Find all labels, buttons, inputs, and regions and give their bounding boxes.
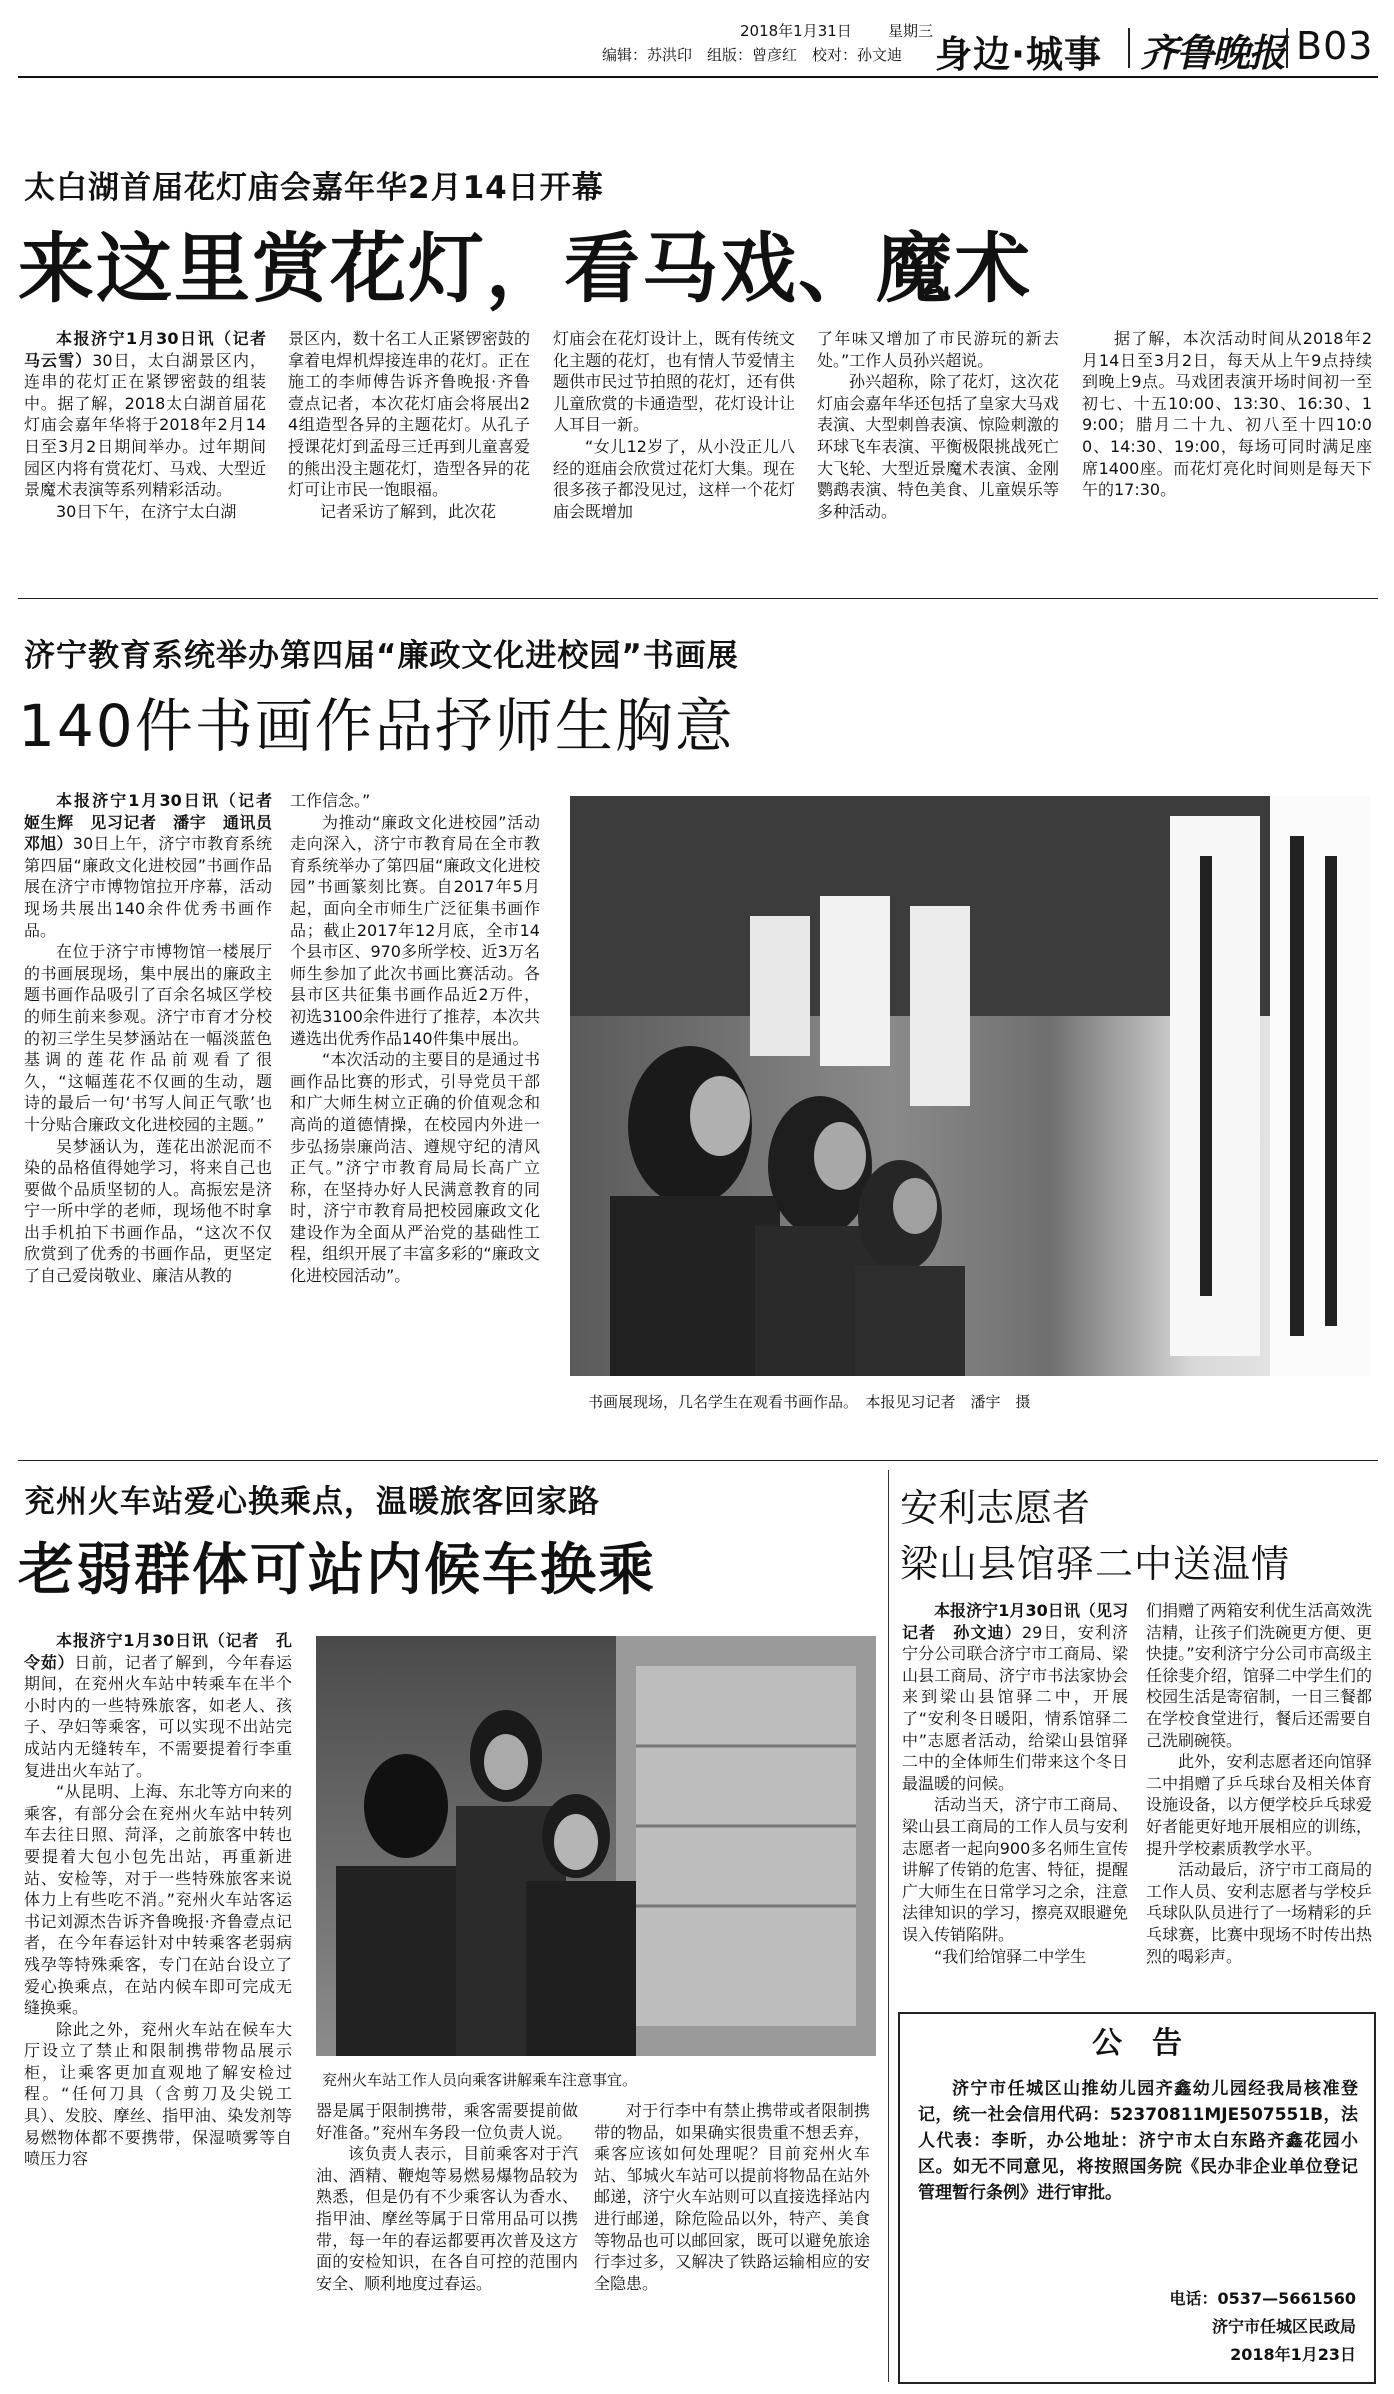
article1-text-2: 景区内，数十名工人正紧锣密鼓的拿着电焊机焊接连串的花灯。正在施工的李师傅告诉齐鲁晚报·齐鲁壹点记者，本次花灯庙会将展出24组造型各异的主题花灯。从孔子授课花灯到孟母三迁再到儿童喜爱的熊出没主题花灯，造型各异的花灯可让市民一饱眼福。 <box>288 329 530 500</box>
article1-byline: 本报济宁1月30日讯（记者 马云雪） <box>24 329 283 370</box>
article3-column-3 <box>594 2100 870 2386</box>
header-editors: 编辑：苏洪印 组版：曾彦红 校对：孙文迪 <box>602 46 903 64</box>
article1-text-4b: 孙兴超称，除了花灯，这次花灯庙会嘉年华还包括了皇家大马戏表演、大型刺兽表演、惊险刺激的环球飞车表演、平衡极限挑战死亡大飞轮、大型近景魔术表演、金刚鹦鹉表演、特色美食、儿童娱乐等多种活动。 <box>817 372 1059 521</box>
article4-text-2b: 此外，安利志愿者还向馆驿二中捐赠了乒乓球台及相关体育设施设备，以方便学校乒乓球爱好者能更好地开展相应的训练，提升学校素质教学水平。 <box>1146 1752 1372 1858</box>
article4-text-1: 29日，安利济宁分公司联合济宁市工商局、梁山县工商局、济宁市书法家协会来到梁山县馆驿二中，开展了“安利冬日暖阳，情系馆驿二中”志愿者活动，给梁山县馆驿二中的全体师生们带来这个冬日最温暖的问候。 <box>902 1622 1128 1793</box>
article3-title: 老弱群体可站内候车换乘 <box>18 1538 656 1603</box>
article2-text-2b: 为推动“廉政文化进校园”活动走向深入，济宁市教育局在全市教育系统举办了第四届“廉政文化进校园”书画篆刻比赛。自2017年5月起，面向全市师生广泛征集书画作品；截止2017年12月底，全市14个县市区、970多所学校、近3万名师生参加了此次书画比赛活动。各县市区共征集书画作品近2万件，初选3100余件进行了推荐，本次共遴选出优秀作品140件集中展出。 <box>290 812 540 1048</box>
article3-byline: 本报济宁1月30日讯（记者 孔令茹） <box>24 1631 292 1672</box>
article3-column-2 <box>316 2100 578 2386</box>
notice-box <box>898 2012 1376 2384</box>
article1-title: 来这里赏花灯，看马戏、魔术 <box>18 224 1032 313</box>
exhibition-photo-illustration <box>570 796 1370 1376</box>
article1-text-2b: 记者采访了解到，此次花 <box>320 501 497 521</box>
article3-column-1 <box>24 1630 292 2386</box>
article2-text-1: 30日上午，济宁市教育系统第四届“廉政文化进校园”书画作品展在济宁市博物馆拉开序幕，活动现场共展出140余件优秀书画作品。 <box>24 834 272 940</box>
article3-kicker: 兖州火车站爱心换乘点，温暖旅客回家路 <box>24 1484 600 1520</box>
article1-text-5: 据了解，本次活动时间从2018年2月14日至3月2日，每天从上午9点持续到晚上9点。马戏团表演开场时间初一至初七、十五10:00、13:30、16:30、19:00；腊月二十九、初八至十四10:00、14:30、19:00，每场可同时满足座席1400座。而花灯亮化时间则是每天下午的17:30。 <box>1082 329 1372 500</box>
article2-byline: 本报济宁1月30日讯（记者 姬生辉 见习记者 潘宇 通讯员 邓旭） <box>24 791 289 854</box>
article4-title: 梁山县馆驿二中送温情 <box>900 1542 1291 1586</box>
article2-text-1c: 吴梦涵认为，莲花出淤泥而不染的品格值得她学习，将来自己也要做个品质坚韧的人。高振宏是济宁一所中学的老师，现场他不时拿出手机拍下书画作品，“这次不仅欣赏到了优秀的书画作品，更坚定了自己爱岗敬业、廉洁从教的 <box>24 1136 272 1286</box>
article1-column-5 <box>1082 328 1372 584</box>
article1-column-2 <box>288 328 530 584</box>
exhibition-photo <box>570 796 1370 1376</box>
article3-text-1c: 除此之外，兖州火车站在候车大厅设立了禁止和限制携带物品展示柜，让乘客更加直观地了解安检过程。“任何刀具（含剪刀及尖锐工具）、发胶、摩丝、指甲油、染发剂等易燃物体都不要携带，保湿喷雾等自喷压力容 <box>24 2019 292 2169</box>
article4-column-2 <box>1146 1600 1372 2002</box>
article2-text-1b: 在位于济宁市博物馆一楼展厅的书画展现场，集中展出的廉政主题书画作品吸引了百余名城区学校的师生前来参观。济宁市育才分校的初三学生吴梦涵站在一幅淡蓝色基调的莲花作品前观看了很久，“这幅莲花不仅画的生动，题诗的最后一句‘书写人间正气歌’也十分贴合廉政文化进校园的主题。” <box>24 942 272 1134</box>
header-weekday: 星期三 <box>888 22 934 40</box>
article2-kicker: 济宁教育系统举办第四届“廉政文化进校园”书画展 <box>24 638 739 674</box>
article4-text-1b: 活动当天，济宁市工商局、梁山县工商局的工作人员与安利志愿者一起向900多名师生宣传讲解了传销的危害、特征，提醒广大师生在日常学习之余，注意法律知识的学习，擦亮双眼避免误入传销陷阱。 <box>902 1795 1128 1944</box>
article1-text-3b: “女儿12岁了，从小没正儿八经的逛庙会欣赏过花灯大集。现在很多孩子都没见过，这样一个花灯庙会既增加 <box>553 436 795 521</box>
article2-text-2: 工作信念。” <box>290 791 371 810</box>
article1-column-3 <box>553 328 795 584</box>
article1-text-1b: 30日下午，在济宁太白湖 <box>56 501 237 521</box>
article3-text-2: 器是属于限制携带，乘客需要提前做好准备。”兖州车务段一位负责人说。 <box>316 2101 578 2142</box>
article1-text-3: 灯庙会在花灯设计上，既有传统文化主题的花灯，也有情人节爱情主题供市民过节拍照的花灯，还有供儿童欣赏的卡通造型，花灯设计让人耳目一新。 <box>553 329 795 435</box>
article2-column-2 <box>290 790 540 1446</box>
notice-phone: 电话：0537—5661560 <box>1169 2289 1356 2308</box>
article3-text-3: 对于行李中有禁止携带或者限制携带的物品，如果确实很贵重不想丢弃，乘客应该如何处理呢？目前兖州火车站、邹城火车站可以提前将物品在站外邮递，济宁火车站则可以直接选择站内进行邮递，除危险品以外，特产、美食等物品也可以邮回家，既可以避免旅途行李过多，又解决了铁路运输相应的安全隐患。 <box>594 2101 870 2293</box>
article1-kicker: 太白湖首届花灯庙会嘉年华2月14日开幕 <box>24 170 604 206</box>
page-number: B03 <box>1296 24 1374 68</box>
article4-kicker: 安利志愿者 <box>900 1486 1091 1530</box>
article4-column-1 <box>902 1600 1128 2002</box>
header-date: 2018年1月31日 <box>740 22 852 40</box>
article3-text-2b: 该负责人表示，目前乘客对于汽油、酒精、鞭炮等易燃易爆物品较为熟悉，但是仍有不少乘客认为香水、指甲油、摩丝等属于日常用品可以携带，每一年的春运都要再次普及这方面的安检知识，在各自可控的范围内安全、顺利地度过春运。 <box>316 2144 578 2293</box>
article2-title: 140件书画作品抒师生胸意 <box>18 692 735 760</box>
article3-text-1: 日前，记者了解到，今年春运期间，在兖州火车站中转乘车在半个小时内的一些特殊旅客，如老人、孩子、孕妇等乘客，可以实现不出站完成站内无缝转车，不需要提着行李重复进出火车站了。 <box>24 1652 292 1780</box>
article1-text-1: 30日，太白湖景区内，连串的花灯正在紧锣密鼓的组装中。据了解，2018太白湖首届花灯庙会嘉年华将于2018年2月14日至3月2日期间举办。过年期间园区内将有赏花灯、马戏、大型近景魔术表演等系列精彩活动。 <box>24 350 266 500</box>
notice-title: 公 告 <box>1092 2026 1182 2061</box>
notice-date: 2018年1月23日 <box>1230 2345 1356 2364</box>
header-section: 身边·城事 <box>935 33 1103 76</box>
paper-logo: 齐鲁晚报 <box>1140 30 1285 75</box>
article2-column-1 <box>24 790 289 1446</box>
article1-column-1 <box>24 328 283 584</box>
article4-byline: 本报济宁1月30日讯（见习记者 孙文迪） <box>902 1601 1128 1642</box>
article1-column-4 <box>817 328 1059 584</box>
notice-body: 济宁市任城区山推幼儿园齐鑫幼儿园经我局核准登记，统一社会信用代码：52370811MJE507551B，法人代表：李昕，办公地址：济宁市太白东路齐鑫花园小区。如无不同意见，将按照国务院《民办非企业单位登记管理暂行条例》进行审批。 <box>918 2079 1358 2203</box>
article4-text-2c: 活动最后，济宁市工商局的工作人员、安利志愿者与学校乒乓球队队员进行了一场精彩的乒乓球赛，比赛中现场不时传出热烈的喝彩声。 <box>1146 1860 1372 1966</box>
station-photo-caption: 兖州火车站工作人员向乘客讲解乘车注意事宜。 <box>322 2071 638 2089</box>
article1-text-4: 了年味又增加了市民游玩的新去处。”工作人员孙兴超说。 <box>817 329 1059 370</box>
article4-text-2: 们捐赠了两箱安利优生活高效洗洁精，让孩子们洗碗更方便、更快捷。”安利济宁分公司市高级主任徐斐介绍，馆驿二中学生们的校园生活是寄宿制，一日三餐都在学校食堂进行，餐后还需要自己洗刷碗筷。 <box>1146 1601 1372 1750</box>
exhibition-photo-caption: 书画展现场，几名学生在观看书画作品。 本报见习记者 潘宇 摄 <box>588 1393 1031 1411</box>
article2-text-2c: “本次活动的主要目的是通过书画作品比赛的形式，引导党员干部和广大师生树立正确的价值观念和高尚的道德情操，在校园内外进一步弘扬崇廉尚洁、遵规守纪的清风正气。”济宁市教育局局长高广立称，在坚持办好人民满意教育的同时，济宁市教育局把校园廉政文化建设作为全面从严治党的基础性工程，组织开展了丰富多彩的“廉政文化进校园活动”。 <box>290 1050 540 1286</box>
station-photo-illustration <box>316 1636 876 2056</box>
article4-text-1c: “我们给馆驿二中学生 <box>934 1946 1087 1966</box>
notice-org: 济宁市任城区民政局 <box>1211 2317 1356 2336</box>
header-rule <box>18 76 1378 78</box>
station-photo <box>316 1636 876 2056</box>
article3-text-1b: “从昆明、上海、东北等方向来的乘客，有部分会在兖州火车站中转列车去往日照、菏泽，之前旅客中转也要提着大包小包先出站，再重新进站、安检等，对于一些特殊旅客来说体力上有些吃不消。”兖州火车站客运书记刘源杰告诉齐鲁晚报·齐鲁壹点记者，在今年春运针对中转乘客老弱病残孕等特殊乘客，专门在站台设立了爱心换乘点，在站内候车即可完成无缝换乘。 <box>24 1782 292 2018</box>
